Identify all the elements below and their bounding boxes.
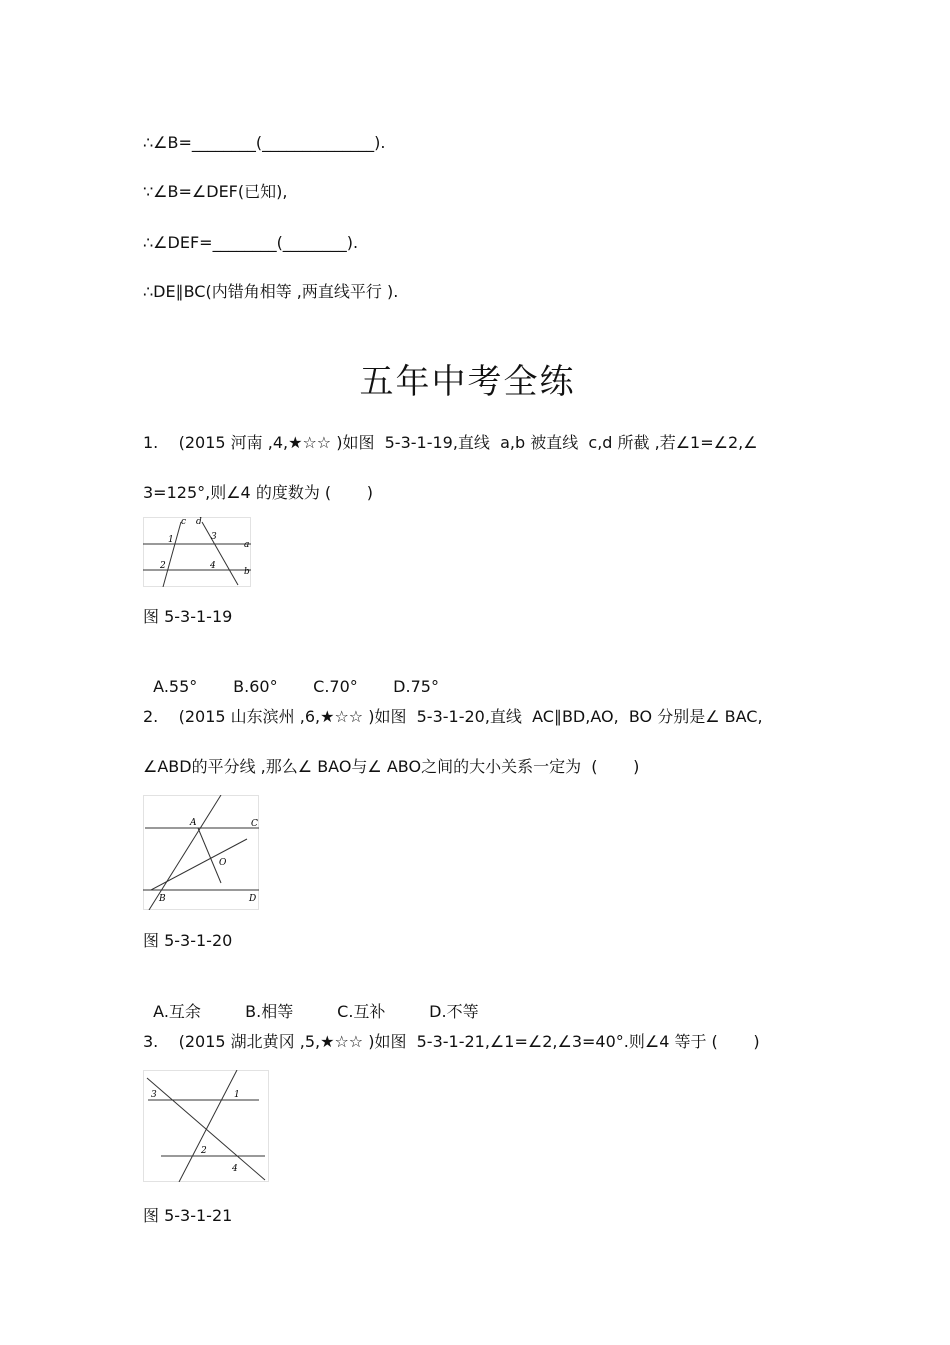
question-2-line-1: 2. (2015 山东滨州 ,6,★☆☆ )如图 5-3-1-20,直线 AC∥BD,AO, BO 分别是∠ BAC, — [143, 707, 763, 726]
q1-choice-d[interactable]: D.75° — [393, 677, 439, 696]
q2-choice-c[interactable]: C.互补 — [337, 1002, 386, 1021]
question-1-line-1: 1. (2015 河南 ,4,★☆☆ )如图 5-3-1-19,直线 a,b 被直线 c,d 所截 ,若∠1=∠2,∠ — [143, 433, 758, 452]
figure-3-label-3: 3 — [151, 1090, 157, 1100]
q1-choice-b[interactable]: B.60° — [233, 677, 278, 696]
figure-5-3-1-19 — [143, 517, 251, 587]
q2-choice-d[interactable]: D.不等 — [429, 1002, 479, 1021]
question-1-choices — [143, 657, 473, 697]
figure-1-caption: 图 5-3-1-19 — [143, 607, 233, 626]
figure-3-label-4: 4 — [232, 1164, 238, 1174]
figure-1-label-2: 2 — [160, 561, 166, 571]
section-title: 五年中考全练 — [359, 362, 576, 402]
figure-3-label-2: 2 — [201, 1146, 207, 1156]
question-2-line-2: ∠ABD的平分线 ,那么∠ BAO与∠ ABO之间的大小关系一定为 ( ) — [143, 757, 640, 776]
figure-1-label-d: d — [196, 517, 202, 527]
question-1-line-2: 3=125°,则∠4 的度数为 ( ) — [143, 483, 373, 502]
question-2-choices — [143, 982, 521, 1022]
figure-2-label-A: A — [190, 818, 197, 828]
figure-1-label-4: 4 — [210, 561, 216, 571]
q2-choice-a[interactable]: A.互余 — [153, 1002, 201, 1021]
figure-3-label-1: 1 — [234, 1090, 240, 1100]
figure-1-label-3: 3 — [211, 532, 217, 542]
figure-2-label-C: C — [251, 819, 258, 829]
q1-choice-a[interactable]: A.55° — [153, 677, 198, 696]
figure-5-3-1-20 — [143, 795, 259, 910]
q2-choice-b[interactable]: B.相等 — [245, 1002, 294, 1021]
figure-2-label-O: O — [219, 858, 227, 868]
proof-line-4: ∴DE∥BC(内错角相等 ,两直线平行 ). — [143, 282, 399, 301]
figure-1-label-c: c — [181, 517, 187, 527]
figure-1-label-b: b — [244, 567, 250, 577]
proof-line-3: ∴∠DEF=________(________). — [143, 233, 359, 252]
figure-2-caption: 图 5-3-1-20 — [143, 931, 233, 950]
q1-choice-c[interactable]: C.70° — [313, 677, 358, 696]
proof-line-1: ∴∠B=________(______________). — [143, 133, 386, 152]
figure-3-caption: 图 5-3-1-21 — [143, 1206, 233, 1225]
figure-1-label-a: a — [244, 540, 250, 550]
question-3-line-1: 3. (2015 湖北黄冈 ,5,★☆☆ )如图 5-3-1-21,∠1=∠2,∠3=40°.则∠4 等于 ( ) — [143, 1032, 760, 1051]
figure-1-label-1: 1 — [168, 535, 174, 545]
figure-2-label-B: B — [159, 894, 166, 904]
proof-line-2: ∵∠B=∠DEF(已知), — [143, 182, 288, 201]
figure-5-3-1-21 — [143, 1070, 269, 1182]
figure-2-label-D: D — [249, 894, 257, 904]
